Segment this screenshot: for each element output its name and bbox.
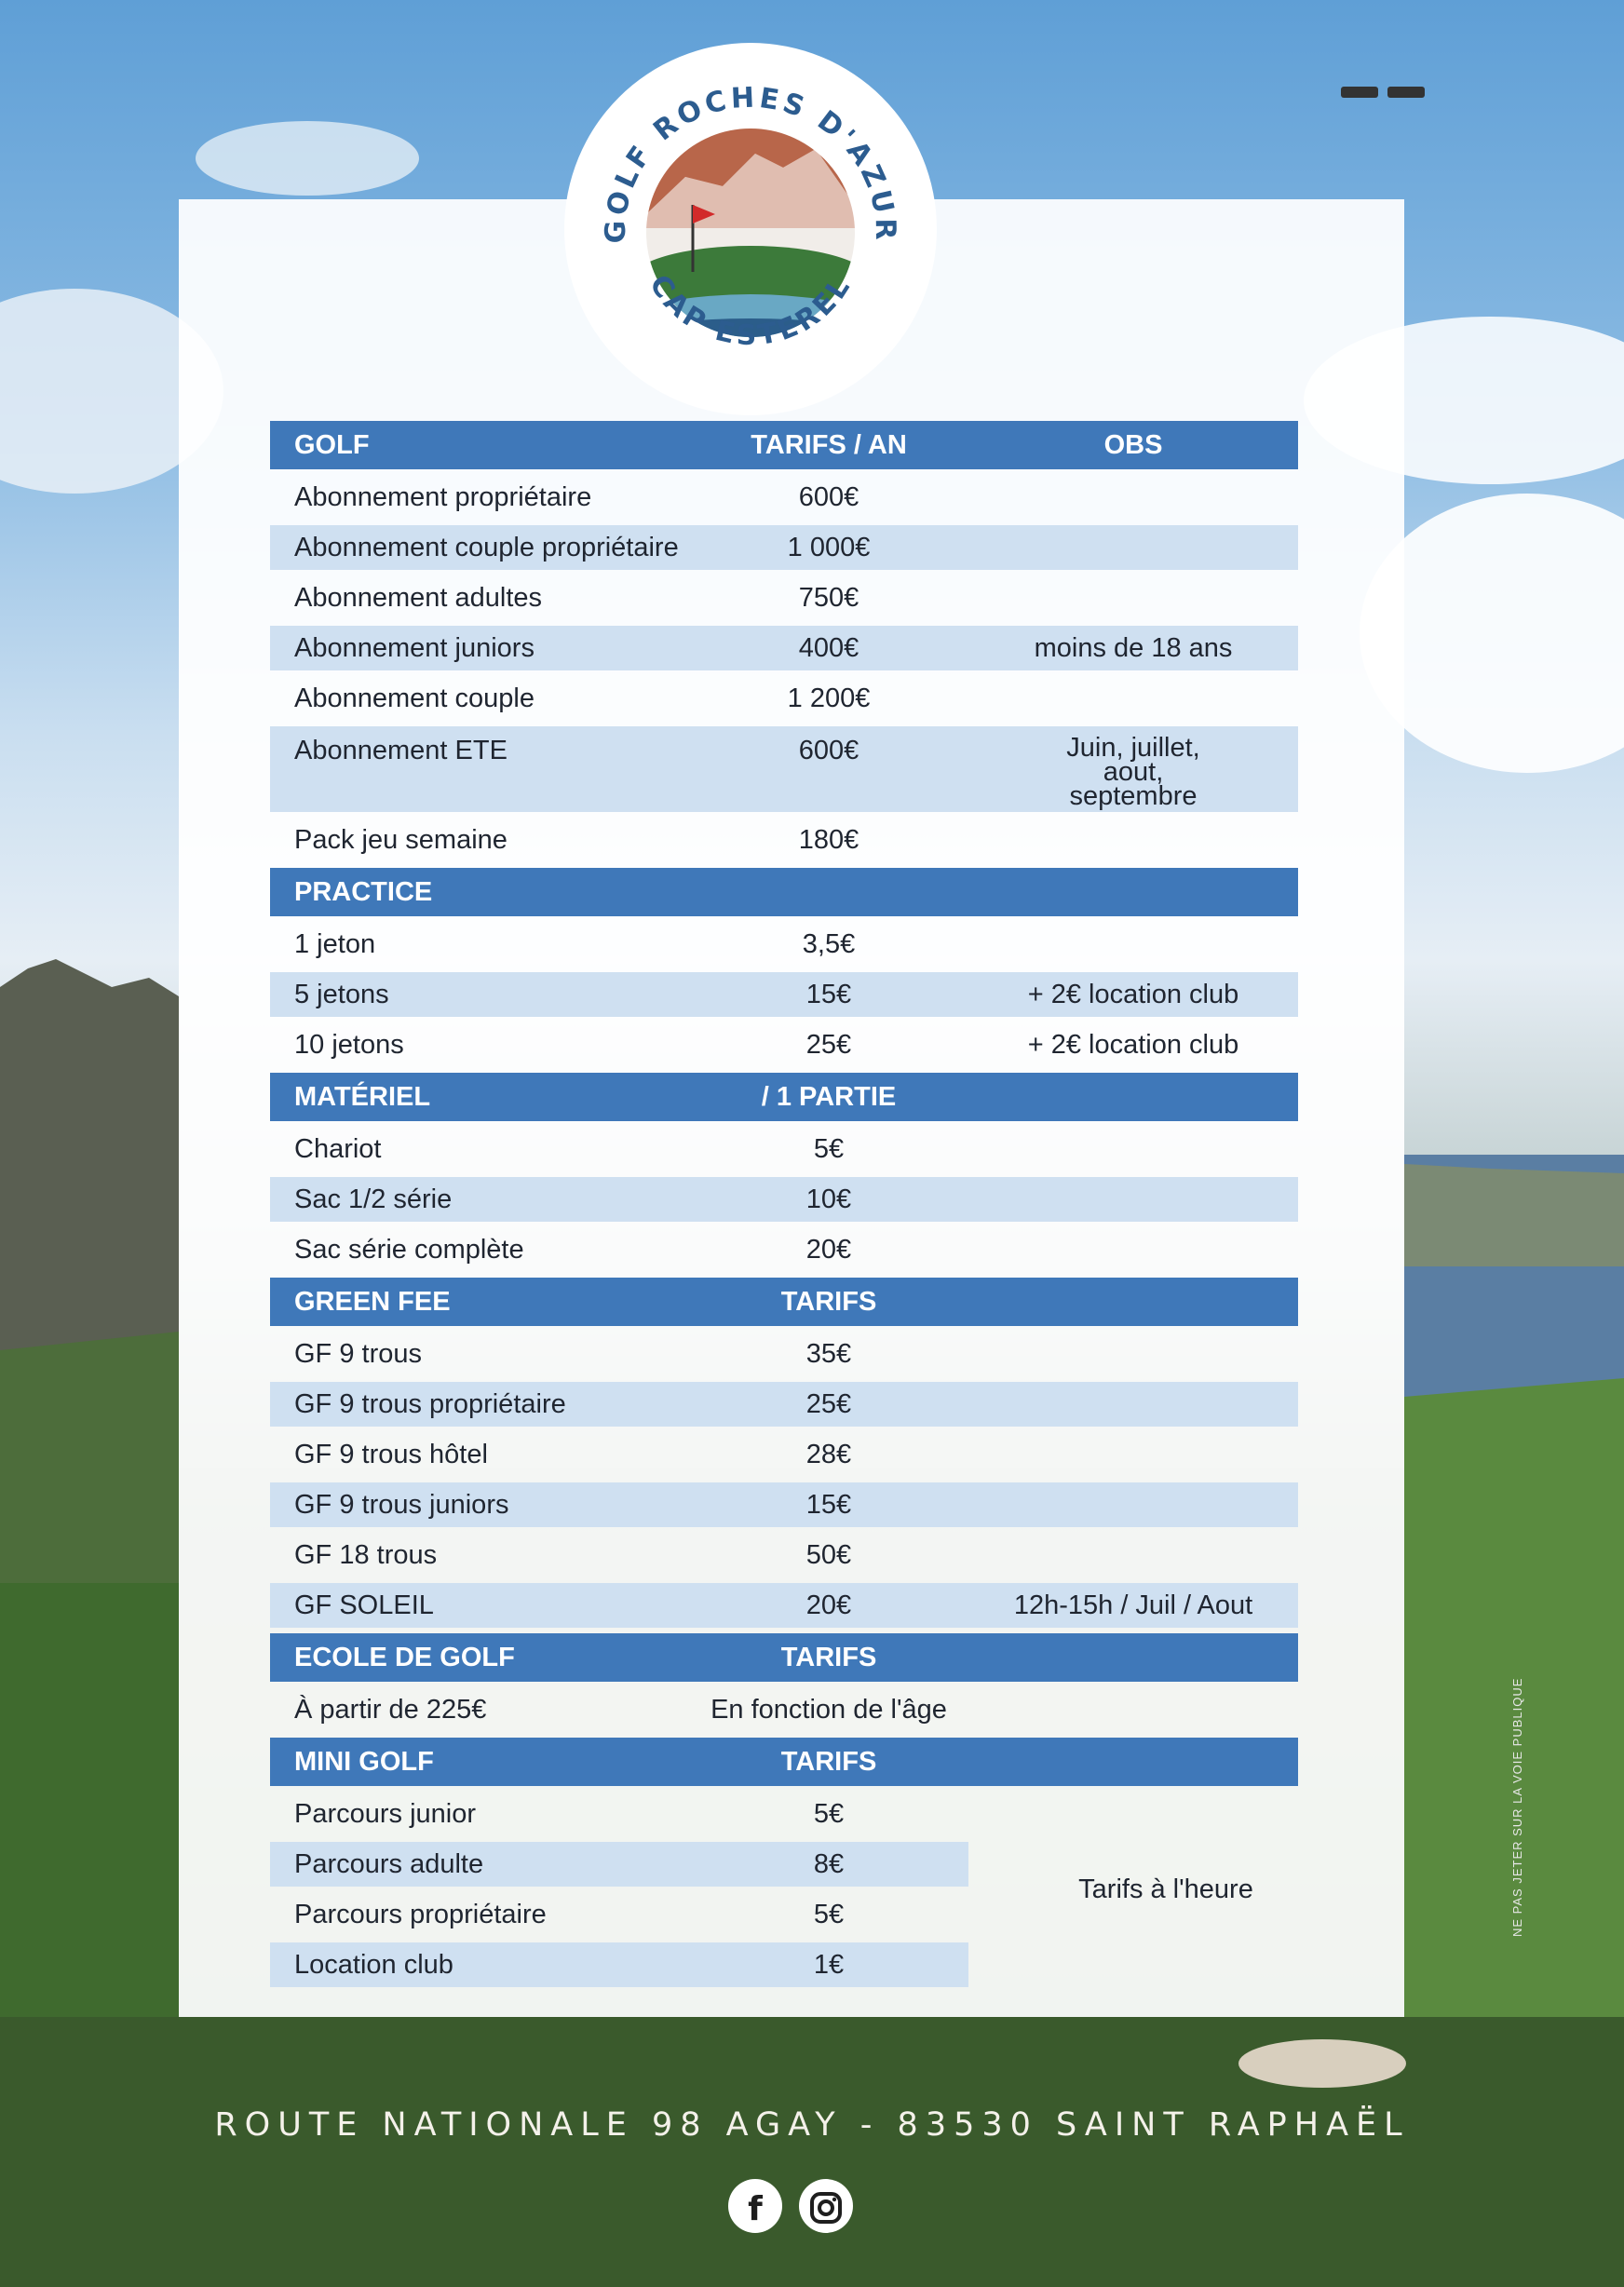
table-row	[270, 1332, 1298, 1376]
row-price: 5€	[813, 1798, 845, 1829]
row-price: 50€	[805, 1539, 852, 1570]
table-row	[270, 1432, 1298, 1477]
table-row	[270, 1533, 1298, 1577]
table-row	[270, 1227, 1298, 1272]
row-label: GF 9 trous propriétaire	[270, 1382, 689, 1427]
row-price: 28€	[805, 1439, 852, 1469]
row-label: 1 jeton	[294, 928, 376, 959]
row-price: 15€	[689, 972, 968, 1017]
row-obs: moins de 18 ans	[968, 626, 1298, 670]
row-obs: 12h-15h / Juil / Aout	[968, 1583, 1298, 1628]
row-label: Abonnement juniors	[270, 626, 689, 670]
row-obs: + 2€ location club	[968, 972, 1298, 1017]
row-label: 10 jetons	[294, 1029, 404, 1060]
table-row	[270, 1177, 1298, 1222]
table-row	[270, 818, 1298, 862]
row-obs	[968, 922, 1298, 967]
row-label: Sac 1/2 série	[270, 1177, 689, 1222]
row-obs	[968, 475, 1298, 520]
row-price: 20€	[689, 1583, 968, 1628]
row-label: Chariot	[294, 1133, 382, 1164]
table-row	[270, 1792, 1298, 1836]
column-header-tarifs: TARIFS	[689, 1278, 968, 1326]
table-row	[270, 626, 1298, 670]
practice-section-header	[270, 868, 1298, 916]
table-row	[270, 1687, 1298, 1732]
section-title: GREEN FEE	[270, 1278, 689, 1326]
row-obs	[968, 1482, 1298, 1527]
row-price: 400€	[689, 626, 968, 670]
section-title: PRACTICE	[270, 868, 689, 916]
row-label: GF 9 trous	[294, 1338, 422, 1369]
row-price: 1 000€	[689, 525, 968, 570]
section-title: MINI GOLF	[270, 1738, 689, 1786]
column-header-tarifs: TARIFS	[689, 1738, 968, 1786]
row-price: 5€	[813, 1133, 845, 1164]
instagram-icon[interactable]	[799, 2179, 853, 2233]
svg-text:GOLF ROCHES D'AZUR: GOLF ROCHES D'AZUR	[599, 81, 902, 244]
address: ROUTE NATIONALE 98 AGAY - 83530 SAINT RAPHAËL	[214, 2106, 1410, 2144]
table-row	[270, 726, 1298, 812]
corner-marks	[1341, 86, 1434, 102]
table-row	[270, 1127, 1298, 1171]
column-header-tarifs: TARIFS / AN	[689, 421, 968, 469]
row-label: GF SOLEIL	[270, 1583, 689, 1628]
row-label: Location club	[270, 1942, 689, 1987]
table-row	[270, 1482, 1298, 1527]
svg-text:CAP ESTEREL: CAP ESTEREL	[643, 269, 859, 353]
table-row	[270, 525, 1298, 570]
row-price: 600€	[689, 726, 968, 812]
row-price: 1€	[689, 1942, 968, 1987]
row-obs	[968, 676, 1298, 721]
row-price: 750€	[798, 582, 859, 613]
column-header-obs: OBS	[968, 421, 1298, 469]
row-label: Parcours propriétaire	[294, 1899, 547, 1929]
row-obs	[968, 1432, 1298, 1477]
table-row	[270, 575, 1298, 620]
side-note: NE PAS JETER SUR LA VOIE PUBLIQUE	[1510, 1677, 1524, 1937]
table-row	[270, 1022, 1298, 1067]
table-row	[270, 676, 1298, 721]
green-fee-section-header	[270, 1278, 1298, 1326]
row-price: 3,5€	[802, 928, 856, 959]
row-price: 15€	[689, 1482, 968, 1527]
tariffs-table	[270, 415, 1298, 1993]
facebook-icon[interactable]	[728, 2179, 782, 2233]
row-label: Sac série complète	[294, 1234, 524, 1265]
row-price: 5€	[813, 1899, 845, 1929]
row-obs	[968, 818, 1298, 862]
section-title: GOLF	[270, 421, 689, 469]
row-obs: + 2€ location club	[1027, 1029, 1239, 1060]
row-label: Pack jeu semaine	[294, 824, 508, 855]
row-obs: Juin, juillet, aout, septembre	[968, 726, 1298, 812]
row-label: Abonnement couple	[294, 683, 535, 713]
row-label: Parcours junior	[294, 1798, 477, 1829]
materiel-section-header	[270, 1073, 1298, 1121]
column-header-partie: / 1 PARTIE	[689, 1073, 968, 1121]
row-label: Abonnement couple propriétaire	[270, 525, 689, 570]
row-price: 25€	[689, 1382, 968, 1427]
row-label: Abonnement adultes	[294, 582, 543, 613]
row-price: 600€	[798, 481, 859, 512]
row-label: GF 9 trous juniors	[270, 1482, 689, 1527]
table-row	[270, 1382, 1298, 1427]
row-price: 25€	[805, 1029, 852, 1060]
row-label: À partir de 225€	[294, 1694, 487, 1725]
table-row	[270, 1583, 1298, 1628]
row-label: GF 9 trous hôtel	[294, 1439, 488, 1469]
svg-text:f: f	[748, 2190, 763, 2229]
row-label: Parcours adulte	[270, 1842, 689, 1887]
column-header-tarifs: TARIFS	[689, 1633, 968, 1682]
row-obs: Tarifs à l'heure	[1078, 1874, 1253, 1904]
row-obs	[968, 525, 1298, 570]
row-label: GF 18 trous	[294, 1539, 438, 1570]
social-links	[728, 2179, 866, 2233]
ecole-section-header	[270, 1633, 1298, 1682]
golf-logo	[583, 65, 918, 400]
golf-section-header	[270, 421, 1298, 469]
row-label: Abonnement propriétaire	[294, 481, 592, 512]
row-obs	[968, 1382, 1298, 1427]
row-price: 180€	[798, 824, 859, 855]
row-price: 1 200€	[787, 683, 871, 713]
row-price: 10€	[689, 1177, 968, 1222]
row-label: Abonnement ETE	[270, 726, 689, 812]
row-obs	[968, 1332, 1298, 1376]
mini-golf-section-header	[270, 1738, 1298, 1786]
row-obs	[968, 575, 1298, 620]
row-label: 5 jetons	[270, 972, 689, 1017]
table-row	[270, 475, 1298, 520]
row-price: En fonction de l'âge	[710, 1694, 947, 1725]
row-price: 20€	[805, 1234, 852, 1265]
section-title: MATÉRIEL	[270, 1073, 689, 1121]
table-row	[270, 972, 1298, 1017]
row-price: 8€	[689, 1842, 968, 1887]
table-row	[270, 922, 1298, 967]
row-price: 35€	[805, 1338, 852, 1369]
section-title: ECOLE DE GOLF	[270, 1633, 689, 1682]
row-obs	[968, 1533, 1298, 1577]
